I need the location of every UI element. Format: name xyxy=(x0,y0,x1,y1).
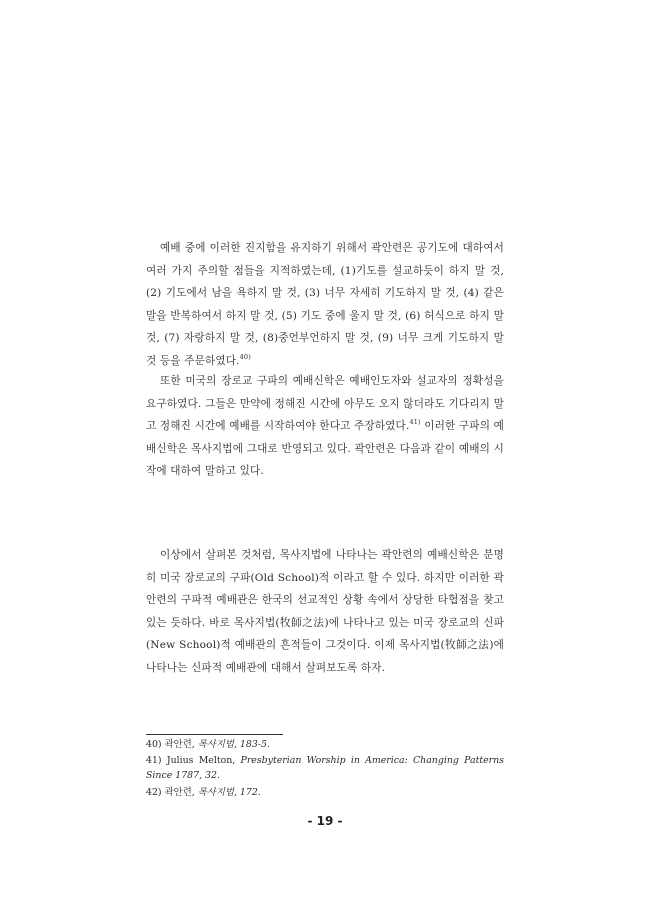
body-paragraph-1 xyxy=(146,237,504,373)
footnote-author: 곽안련, xyxy=(164,787,198,798)
footnote-ref-40[interactable]: 40) xyxy=(239,352,251,361)
footnote-author: Julius Melton, xyxy=(166,755,241,766)
body-paragraph-2 xyxy=(146,370,504,483)
footnote-41 xyxy=(146,753,504,783)
footnote-number: 41) xyxy=(146,755,162,766)
footnote-author: 곽안련, xyxy=(164,739,198,750)
paragraph-text-continued: 이러한 구파의 예배신학은 목사지법에 그대로 반영되고 있다. 곽안련은 다음과 같이 예배의 시작에 대하여 말하고 있다. xyxy=(146,420,504,478)
page-number: - 19 - xyxy=(307,814,343,828)
footnote-ref-41[interactable]: 41) xyxy=(409,418,421,427)
footnote-42 xyxy=(146,785,504,800)
paragraph-text: 또한 미국의 장로교 구파의 예배신학은 예배인도자와 설교자의 정확성을 요구하였다. 그들은 만약에 정해진 시간에 아무도 오지 않더라도 기다리지 말고 정해진 시간에 예배를 시작하여야 한다고 주장하였다. xyxy=(146,375,504,433)
footnote-title: Presbyterian Worship in America: Changing Patterns Since 1787, 32. xyxy=(146,755,504,782)
footnote-40 xyxy=(146,737,504,752)
paragraph-text: 예배 중에 이러한 진지함을 유지하기 위해서 곽안련은 공기도에 대하여서 여러 가지 주의할 점들을 지적하였는데, (1)기도를 설교하듯이 하지 말 것, (2) 기도에서 남을 욕하지 말 것, (3) 너무 자세히 기도하지 말 것, (4) 같은 말을 반복하여서 하지 말 것, (5) 기도 중에 울지 말 것, (6) 허식으로 하지 말 것, (7) 자랑하지 말 것, (8)중언부언하지 말 것, (9) 너무 크게 기도하지 말 것 등을 주문하였다. xyxy=(146,242,504,367)
footnote-title: 목사지법, 172. xyxy=(197,787,261,798)
footnote-title: 목사지법, 183-5. xyxy=(197,739,270,750)
footnote-number: 42) xyxy=(146,787,162,798)
footnote-number: 40) xyxy=(146,739,162,750)
footnote-divider xyxy=(146,734,283,735)
body-paragraph-3 xyxy=(146,544,504,680)
paragraph-text: 이상에서 살펴본 것처럼, 목사지법에 나타나는 곽안련의 예배신학은 분명히 미국 장로교의 구파(Old School)적 이라고 할 수 있다. 하지만 이러한 곽안련의 구파적 예배관은 한국의 선교적인 상황 속에서 상당한 타협점을 찾고 있는 듯하다. 바로 목사지법(牧師之法)에 나타나고 있는 미국 장로교의 신파(New School)적 예배관의 흔적들이 그것이다. 이제 목사지법(牧師之法)에 나타나는 신파적 예배관에 대해서 살펴보도록 하자. xyxy=(146,549,504,674)
